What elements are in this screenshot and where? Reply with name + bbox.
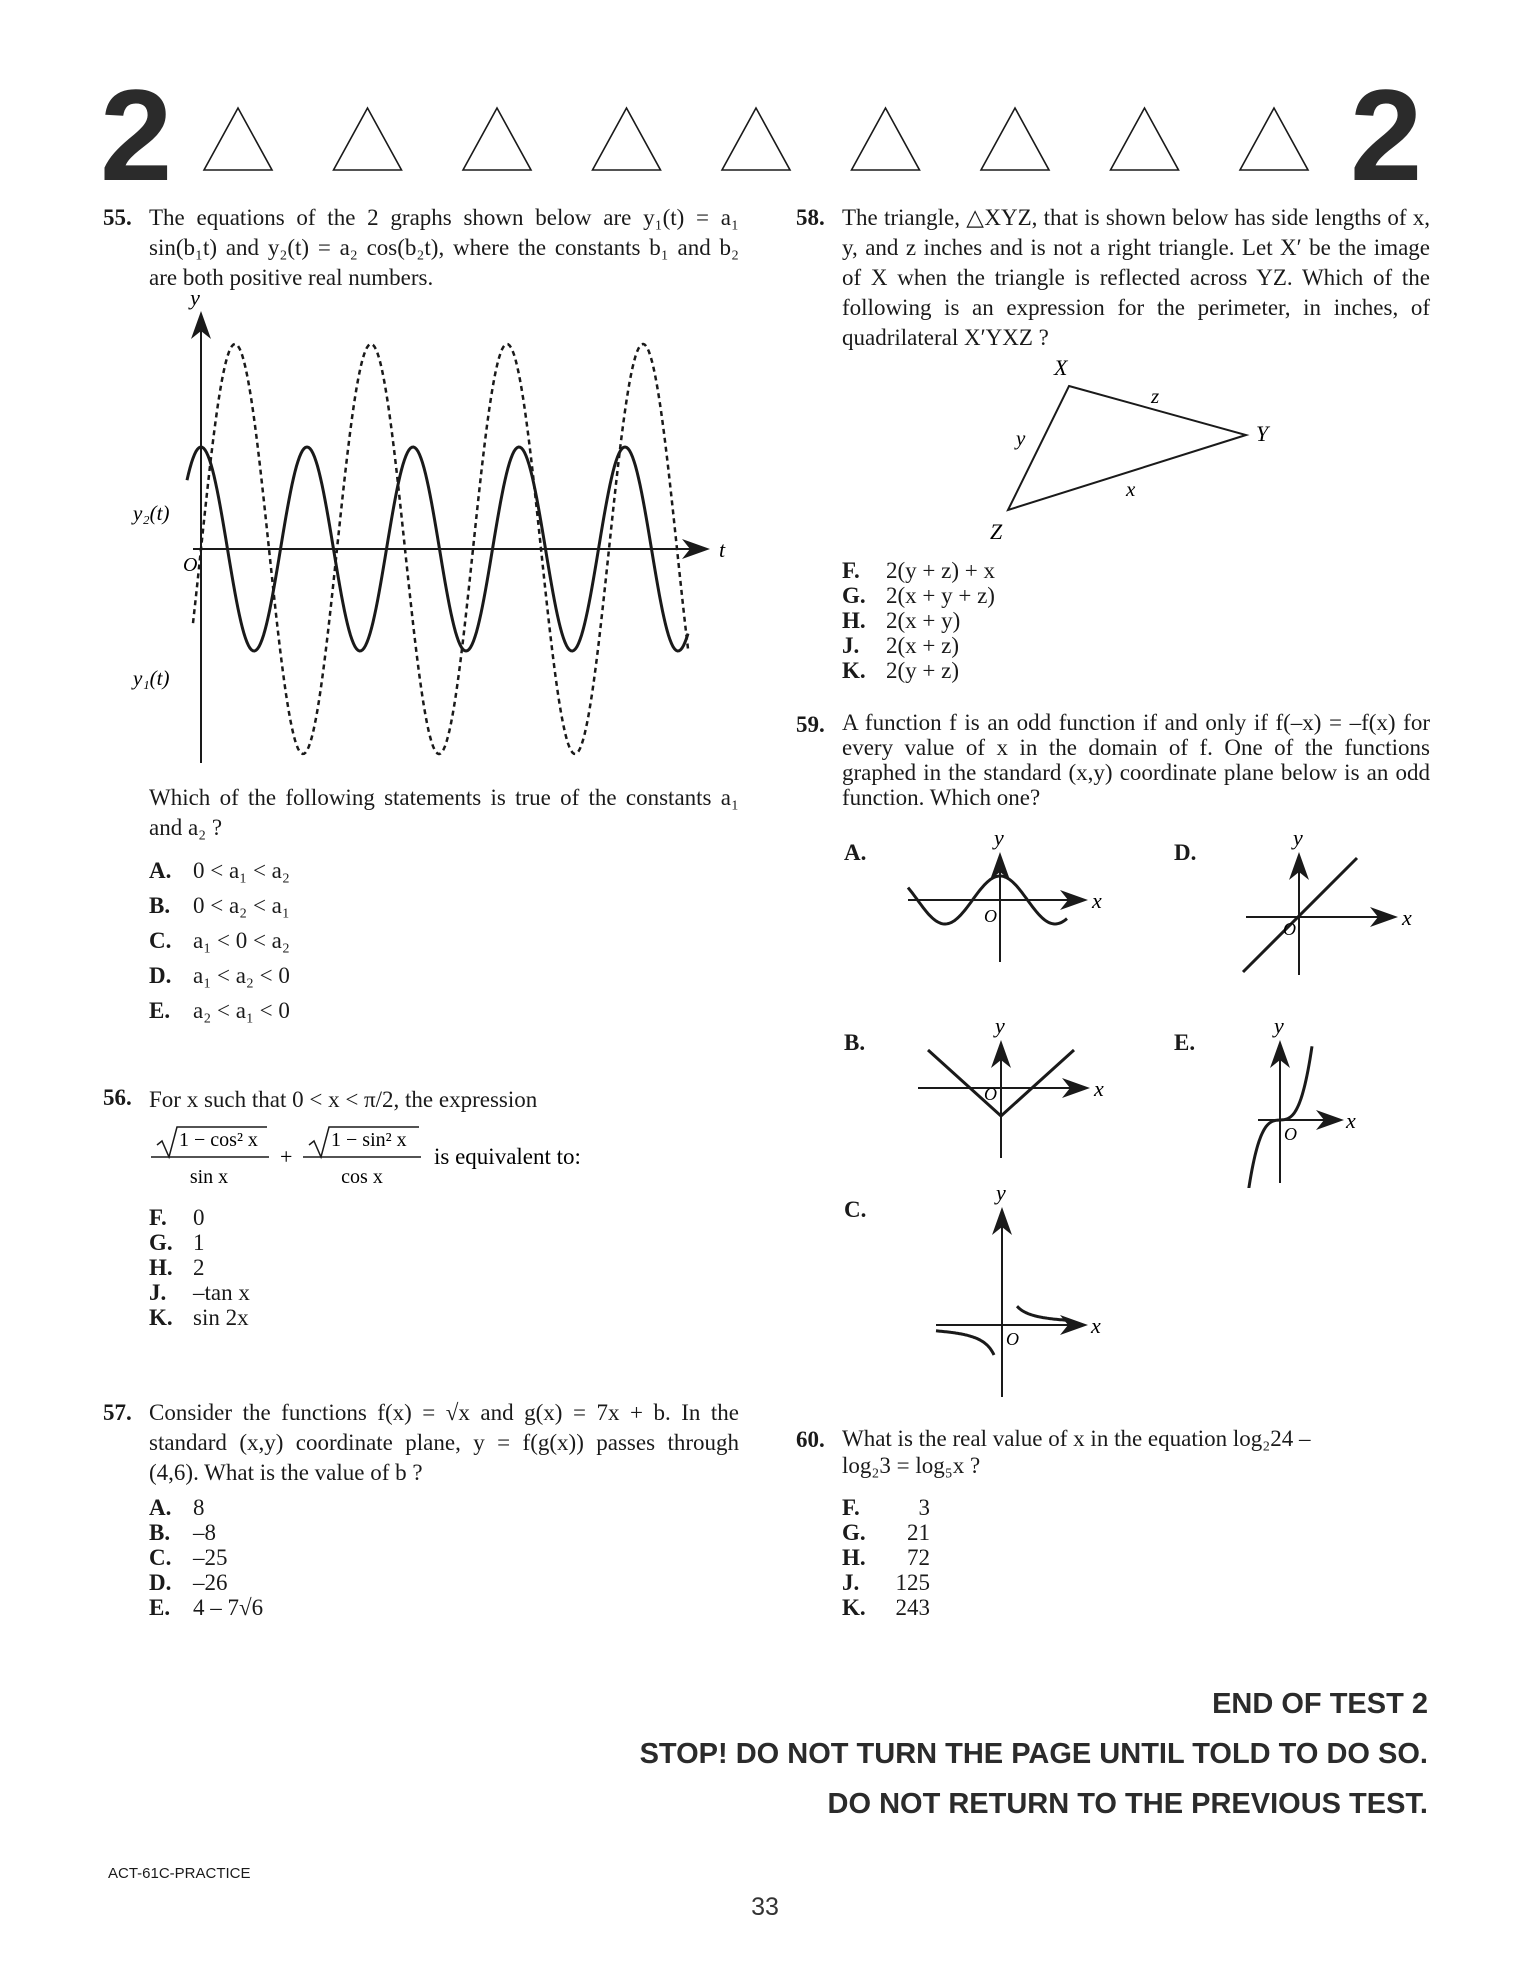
- header-triangle-icon: [593, 108, 661, 170]
- graph-a: [896, 830, 1136, 970]
- option-e[interactable]: E. a₂ < a₁ < 0: [149, 998, 290, 1023]
- option-f[interactable]: F. 3: [842, 1495, 930, 1520]
- option-a[interactable]: A. 8: [149, 1495, 205, 1520]
- option-j[interactable]: J. –tan x: [149, 1280, 250, 1305]
- svg-text:O: O: [984, 906, 997, 926]
- option-e[interactable]: E. 4 – 7√6: [149, 1595, 264, 1620]
- graph-c-curve-right: [1017, 1306, 1066, 1320]
- trig-expression: [149, 1123, 709, 1193]
- question-number: 57.: [103, 1400, 132, 1425]
- section-number-right: 2: [1350, 62, 1423, 208]
- page-number: 33: [751, 1893, 779, 1921]
- svg-text:O: O: [1006, 1329, 1019, 1349]
- svg-text:O: O: [984, 1084, 997, 1104]
- option-h[interactable]: H. 72: [842, 1545, 930, 1570]
- vertex-z-label: Z: [990, 519, 1003, 544]
- svg-text:y: y: [994, 830, 1004, 850]
- question-text: A function f is an odd function if and only if f(–x) = –f(x) for every value of x in the domain of f. One of the functions graphed in the standard (x,y) coordinate plane below is an odd function. Which one?: [842, 710, 1430, 810]
- answer-options: [842, 1495, 930, 1620]
- y-axis-label: y: [190, 293, 200, 310]
- form-code: ACT-61C-PRACTICE: [108, 1865, 251, 1882]
- svg-text:1 − cos² x: 1 − cos² x: [179, 1129, 258, 1151]
- question-60: [796, 1425, 1431, 1625]
- vertex-x-label: X: [1054, 355, 1068, 380]
- option-h[interactable]: H. 2(x + y): [842, 608, 961, 633]
- question-57: [103, 1398, 738, 1628]
- option-c[interactable]: C. –25: [149, 1545, 228, 1570]
- stop-instruction: STOP! DO NOT TURN THE PAGE UNTIL TOLD TO DO SO.: [639, 1738, 1428, 1770]
- option-a[interactable]: A. 0 < a₁ < a₂: [149, 858, 290, 883]
- question-text: The triangle, △XYZ, that is shown below has side lengths of x, y, and z inches and is not a right triangle. Let X′ be the image of X when the triangle is reflected across YZ. Which of the following is an expression for the perimeter, in inches, of quadrilateral X′YXZ ?: [842, 205, 1430, 350]
- header-triangle-row: [200, 100, 1430, 180]
- section-number-left: 2: [100, 62, 173, 208]
- answer-options: [842, 558, 995, 683]
- option-h[interactable]: H. 2: [149, 1255, 205, 1280]
- question-59: [796, 710, 1431, 1410]
- origin-label: O: [183, 554, 198, 576]
- t-axis-label: t: [719, 537, 726, 562]
- question-number: 58.: [796, 205, 825, 230]
- end-of-test-heading: END OF TEST 2: [1212, 1688, 1428, 1720]
- option-j[interactable]: J. 2(x + z): [842, 633, 959, 658]
- question-text: For x such that 0 < x < π/2, the expression: [149, 1087, 538, 1112]
- option-g[interactable]: G. 1: [149, 1230, 205, 1255]
- graph-b: [896, 1018, 1136, 1168]
- svg-text:sin x: sin x: [189, 1166, 229, 1188]
- triangle-xyz-figure: [966, 353, 1286, 553]
- question-text: Consider the functions f(x) = √x and g(x) = 7x + b. In the standard (x,y) coordinate plane, y = f(g(x)) passes through (4,6). What is the value of b ?: [149, 1400, 739, 1485]
- answer-options: [149, 1205, 250, 1330]
- sine-cosine-graph: [123, 293, 743, 773]
- svg-text:x: x: [1091, 1313, 1101, 1338]
- header-triangle-icon: [463, 108, 531, 170]
- header-triangle-icon: [334, 108, 402, 170]
- graph-e: [1216, 1018, 1436, 1188]
- question-58: [796, 203, 1431, 693]
- question-number: 59.: [796, 712, 825, 737]
- option-f[interactable]: F. 0: [149, 1205, 205, 1230]
- side-x-label: x: [1126, 477, 1136, 501]
- svg-text:x: x: [1094, 1076, 1104, 1101]
- question-55: [103, 203, 738, 1033]
- side-y-label: y: [1016, 426, 1026, 450]
- option-g[interactable]: G. 21: [842, 1520, 930, 1545]
- question-text: The equations of the 2 graphs shown below are y₁(t) = a₁ sin(b₁t) and y₂(t) = a₂ cos(b₂t), where the constants b₁ and b₂ are both positive real numbers.: [149, 205, 739, 290]
- option-d[interactable]: D. –26: [149, 1570, 228, 1595]
- header-triangle-icon: [1111, 108, 1179, 170]
- graph-b-letter: B.: [844, 1030, 866, 1055]
- y2-label: y₂(t): [133, 501, 170, 525]
- header-triangle-icon: [981, 108, 1049, 170]
- graph-d-letter: D.: [1174, 840, 1197, 865]
- svg-text:y: y: [995, 1018, 1005, 1038]
- option-k[interactable]: K. 2(y + z): [842, 658, 959, 683]
- question-prompt: Which of the following statements is true of the constants a₁ and a₂ ?: [149, 785, 739, 840]
- option-j[interactable]: J. 125: [842, 1570, 930, 1595]
- graph-d: [1216, 830, 1436, 980]
- option-d[interactable]: D. a₁ < a₂ < 0: [149, 963, 290, 988]
- option-k[interactable]: K. 243: [842, 1595, 930, 1620]
- answer-options: [149, 1495, 263, 1620]
- svg-text:is equivalent to:: is equivalent to:: [434, 1144, 581, 1169]
- question-number: 56.: [103, 1085, 132, 1110]
- graph-c: [896, 1185, 1136, 1405]
- option-k[interactable]: K. sin 2x: [149, 1305, 249, 1330]
- question-56: [103, 1083, 738, 1343]
- svg-text:x: x: [1346, 1108, 1356, 1133]
- header-triangle-icon: [852, 108, 920, 170]
- graph-c-curve-left: [936, 1331, 994, 1355]
- svg-text:y: y: [1293, 830, 1303, 850]
- question-text: What is the real value of x in the equation log₂24 – log₂3 = log₅x ?: [842, 1426, 1311, 1478]
- svg-text:x: x: [1092, 888, 1102, 913]
- svg-text:O: O: [1284, 1124, 1297, 1144]
- graph-a-letter: A.: [844, 840, 867, 865]
- side-z-label: z: [1151, 384, 1160, 408]
- answer-options: [149, 853, 290, 1028]
- svg-text:y: y: [996, 1185, 1006, 1205]
- option-f[interactable]: F. 2(y + z) + x: [842, 558, 995, 583]
- option-c[interactable]: C. a₁ < 0 < a₂: [149, 928, 290, 953]
- question-number: 60.: [796, 1427, 825, 1452]
- svg-text:1 − sin² x: 1 − sin² x: [331, 1129, 407, 1151]
- option-g[interactable]: G. 2(x + y + z): [842, 583, 995, 608]
- svg-text:O: O: [1283, 919, 1296, 939]
- header-triangle-icon: [722, 108, 790, 170]
- question-number: 55.: [103, 205, 132, 230]
- graph-c-letter: C.: [844, 1197, 867, 1222]
- svg-text:+: +: [280, 1144, 293, 1169]
- do-not-return-instruction: DO NOT RETURN TO THE PREVIOUS TEST.: [827, 1788, 1428, 1820]
- header-triangle-icon: [1240, 108, 1308, 170]
- header-triangle-icon: [204, 108, 272, 170]
- option-b[interactable]: B. –8: [149, 1520, 216, 1545]
- svg-text:x: x: [1402, 905, 1412, 930]
- svg-text:y: y: [1274, 1018, 1284, 1038]
- vertex-y-label: Y: [1256, 421, 1269, 446]
- graph-e-letter: E.: [1174, 1030, 1196, 1055]
- svg-text:cos x: cos x: [341, 1166, 383, 1188]
- option-b[interactable]: B. 0 < a₂ < a₁: [149, 893, 290, 918]
- y1-label: y₁(t): [133, 666, 170, 690]
